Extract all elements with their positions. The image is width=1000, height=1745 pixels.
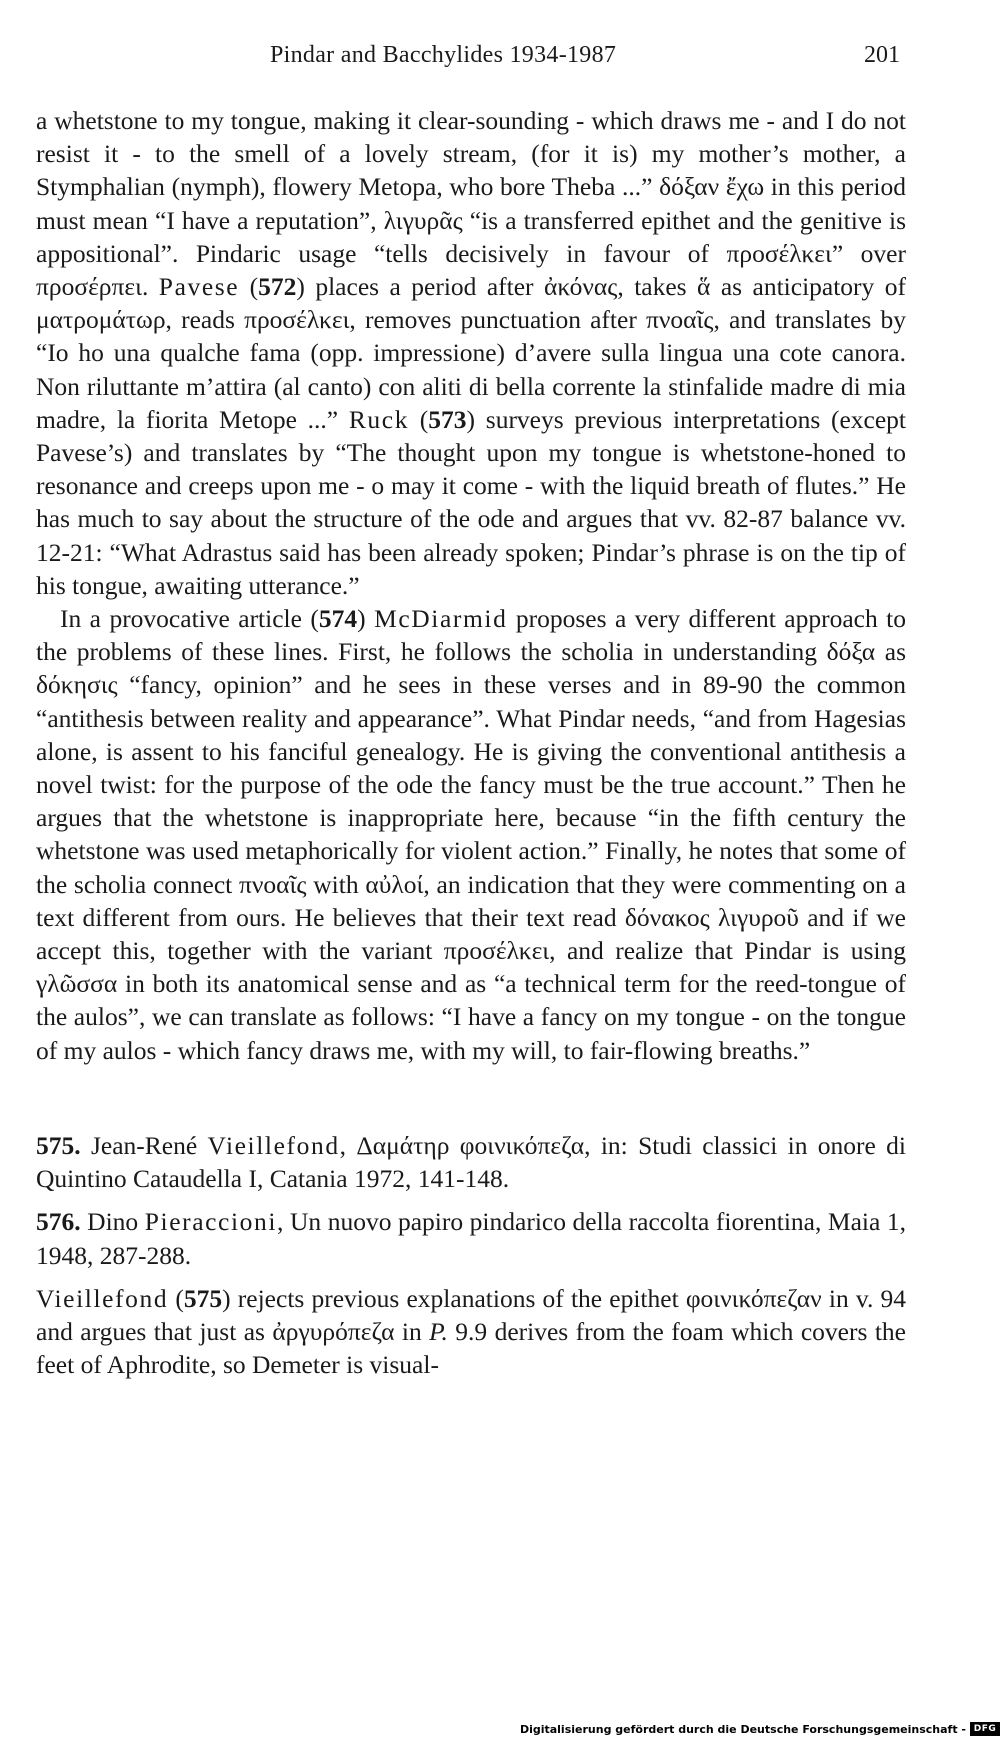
ref-573: 573	[428, 404, 467, 434]
ref-575: 575	[183, 1283, 223, 1313]
author-mcdiarmid: McDiarmid	[374, 604, 508, 634]
digitization-footer	[520, 1719, 1000, 1739]
author-vieillefond: Vieillefond	[36, 1283, 169, 1313]
paragraph-1: a whetstone to my tongue, making it clear-sounding - which draws me - and I do not resist it - to the smell of a lovely stream, (for it is) my mother’s mother, a Stymphalian (nymph), flowery Metopa, who bore Theba ...” δόξαν ἔχω in this period must mean “I have a reputation”, λιγυρᾶς “is a transferred epithet and the genitive is appositional”. Pindaric usage “tells decisively in favour of προσέλκει” over προσέρπει. Pavese (572) places a period after ἀκόνας, takes ἅ as anticipatory of ματρομάτωρ, reads προσέλκει, removes punctuation after πνοαῖς, and translates by “Io ho una qualche fama (opp. impressione) d’avere sulla lingua una cote canora. Non riluttante m’attira (al canto) con aliti di bella corrente la stinfalide madre di mia madre, la fiorita Metope ...” Ruck (573) surveys previous interpretations (except Pavese’s) and translates by “The thought upon my tongue is whetstone-honed to resonance and creeps upon me - o may it come - with the liquid breath of flutes.” He has much to say about the structure of the ode and argues that vv. 82-87 balance vv. 12-21: “What Adrastus said has been already spoken; Pindar’s phrase is on the tip of his tongue, awaiting utterance.”	[36, 106, 907, 600]
paragraph-3: Vieillefond (575) rejects previous explanations of the epithet φοινικόπεζαν in v. 94 and argues that just as ἀργυρόπεζα in P. 9.9 derives from the foam which covers the feet of Aphrodite, so Demeter is visual-	[36, 1283, 907, 1380]
reference-575: 575. Jean-René Vieillefond, Δαμάτηρ φοινικόπεζα, in: Studi classici in onore di Quintino Cataudella I, Catania 1972, 141-148.	[36, 1130, 906, 1194]
reference-list	[36, 1129, 906, 1272]
body-text	[36, 104, 906, 1381]
reference-576: 576. Dino Pieraccioni, Un nuovo papiro pindarico della raccolta fiorentina, Maia 1, 1948, 287-288.	[36, 1207, 906, 1270]
running-title: Pindar and Bacchylides 1934-1987	[270, 42, 617, 68]
author-ruck: Ruck	[348, 404, 410, 434]
paragraph-2: In a provocative article (574) McDiarmid proposes a very different approach to the problems of these lines. First, he follows the scholia in understanding δόξα as δόκησις “fancy, opinion” and he sees in these verses and in 89-90 the common “antithesis between reality and appearance”. What Pindar needs, “and from Hagesias alone, is assent to his fanciful genealogy. He is giving the conventional antithesis a novel twist: for the purpose of the ode the fancy must be the true account.” Then he argues that the whetstone is inappropriate here, because “in the fifth century the whetstone was used metaphorically for violent action.” Finally, he notes that some of the scholia connect πνοαῖς with αὐλοί, an indication that they were commenting on a text different from ours. He believes that their text read δόνακος λιγυροῦ and if we accept this, together with the variant προσέλκει, and realize that Pindar is using γλῶσσα in both its anatomical sense and as “a technical term for the reed-tongue of the aulos”, we can translate as follows: “I have a fancy on my tongue - on the tongue of my aulos - which fancy draws me, with my will, to fair-flowing breaths.”	[36, 604, 906, 1065]
footer-text: Digitalisierung gefördert durch die Deutsche Forschungsgemeinschaft -	[519, 1722, 966, 1736]
page-number: 201	[864, 42, 900, 68]
dfg-logo: DFG	[970, 1722, 1000, 1736]
ref-572: 572	[258, 272, 297, 302]
page-header	[0, 42, 1000, 82]
ref-574: 574	[318, 604, 358, 634]
author-pavese: Pavese	[158, 272, 240, 302]
